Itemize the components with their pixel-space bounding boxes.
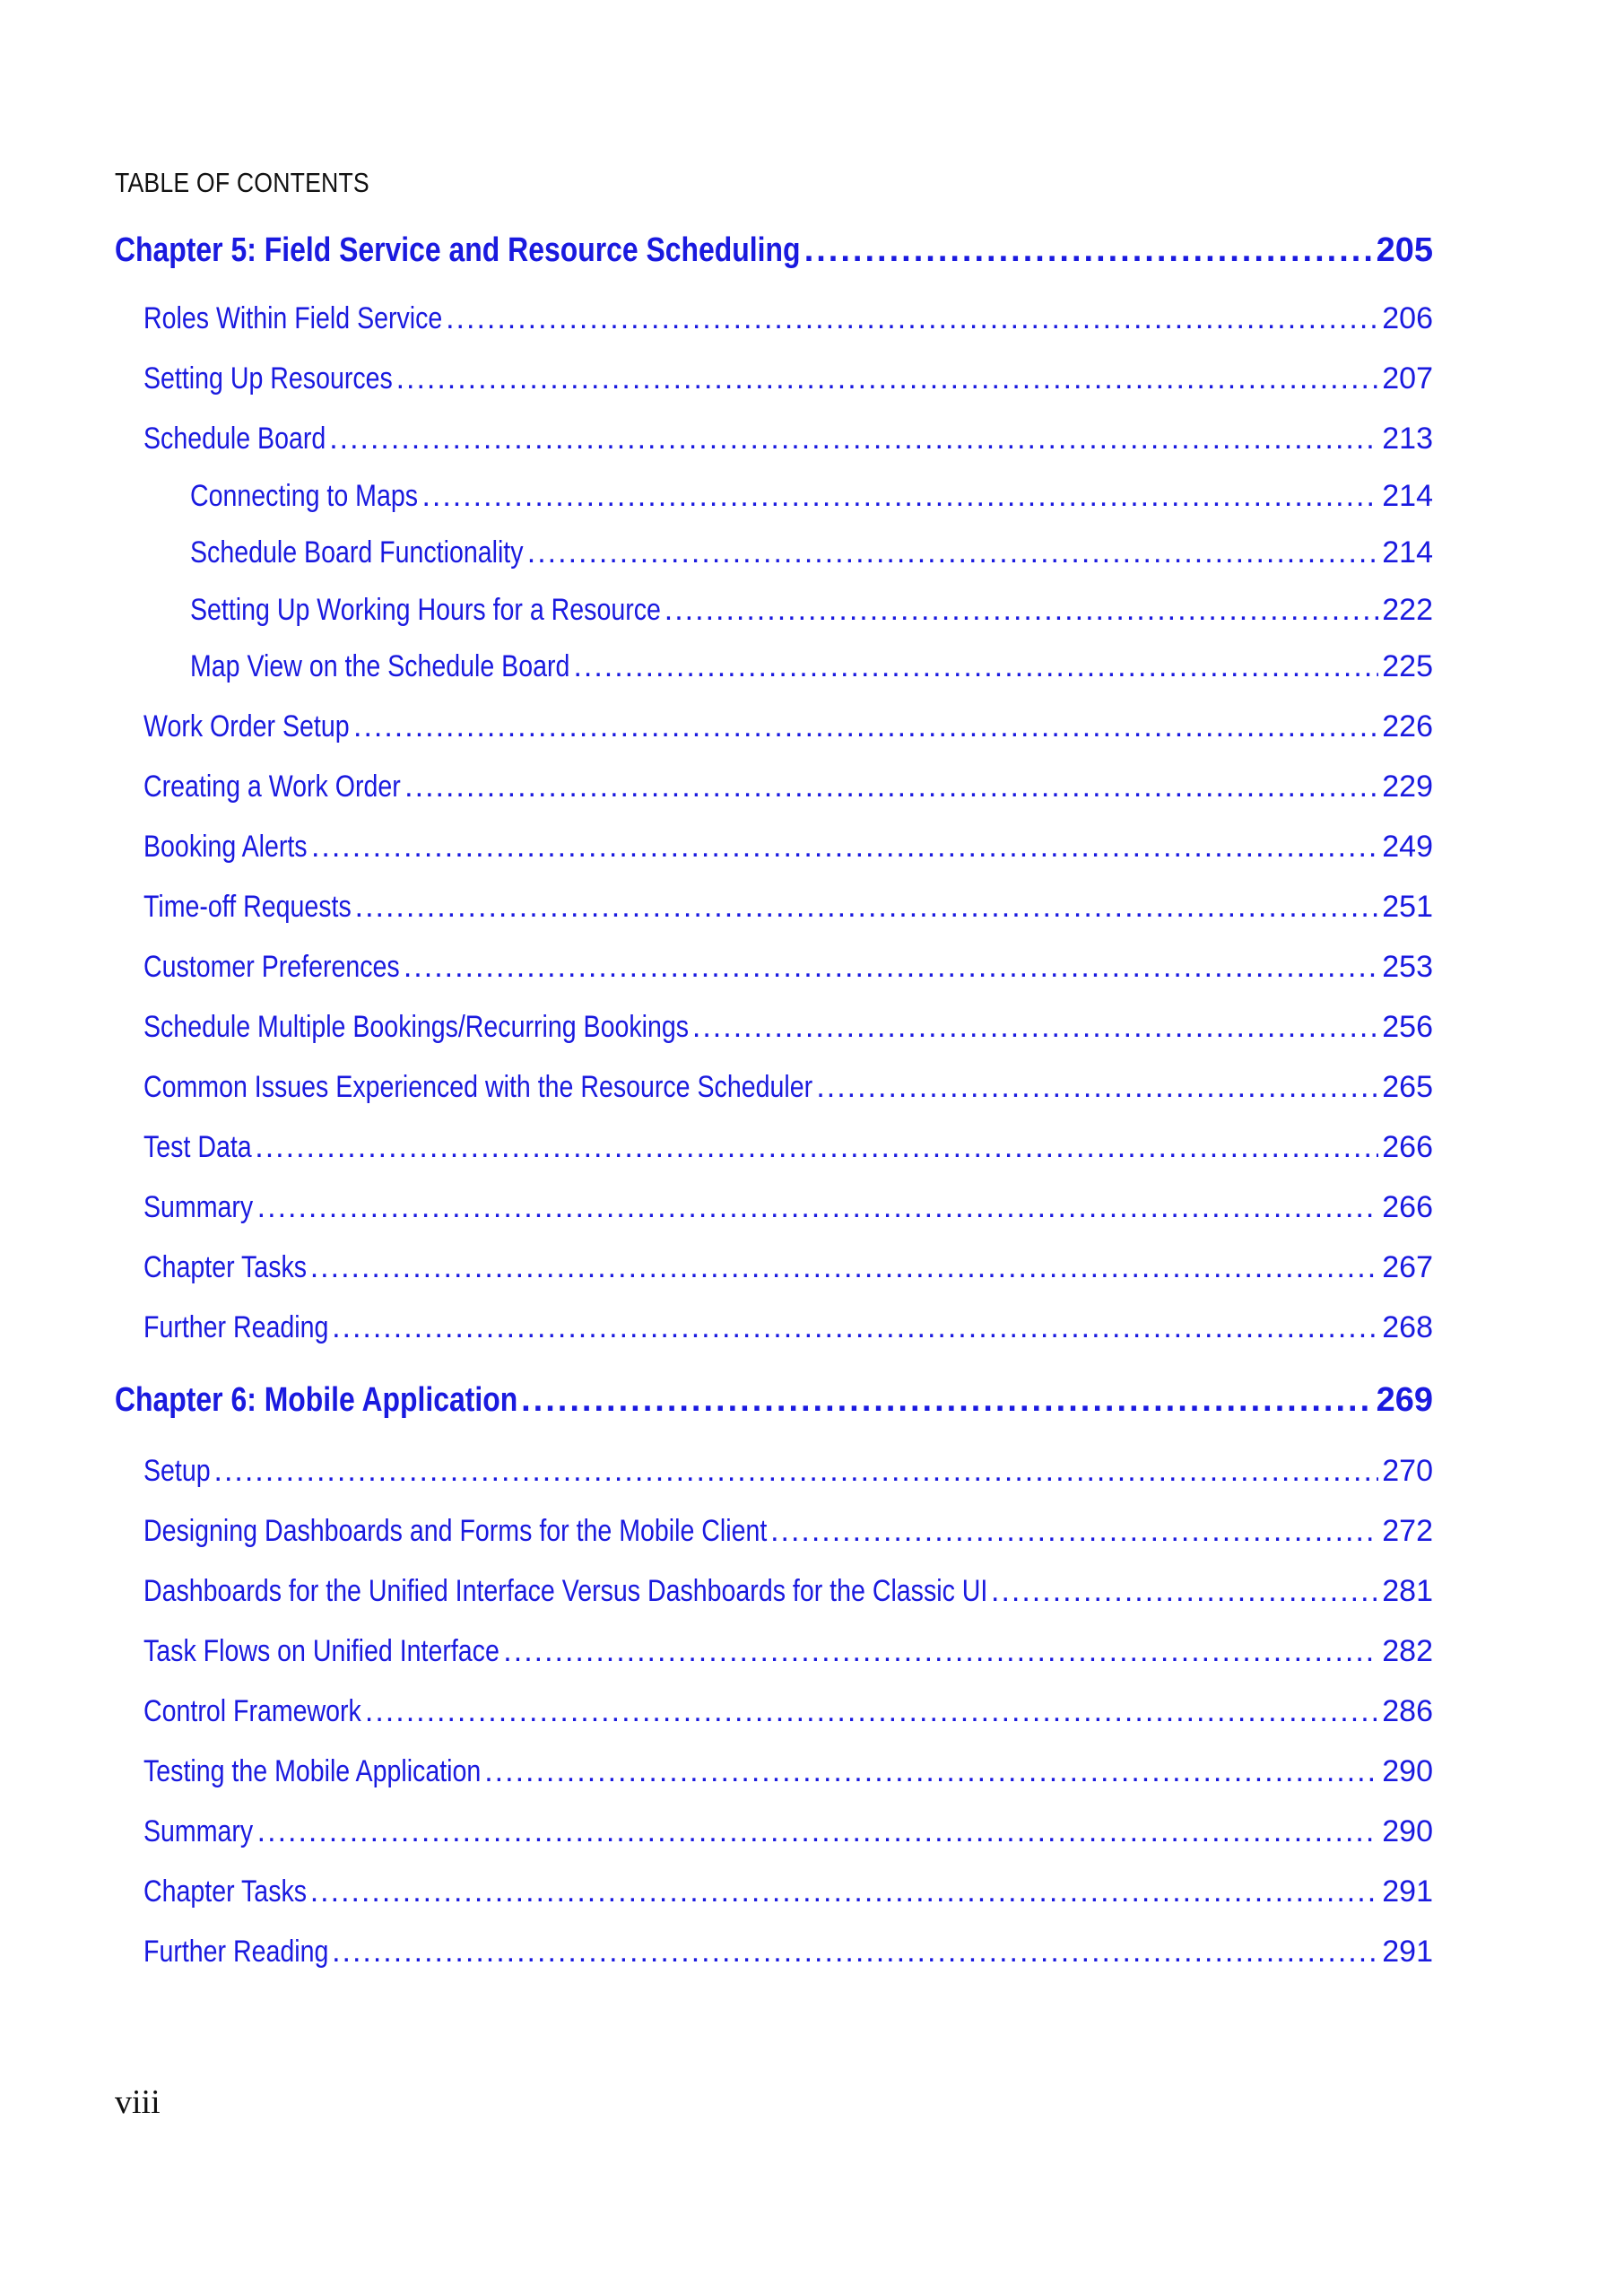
toc-page-number: 268 <box>1382 1310 1433 1344</box>
dot-leader <box>257 1190 1379 1225</box>
toc-section-entry[interactable] <box>143 950 1433 985</box>
toc-section-entry[interactable] <box>143 422 1433 457</box>
toc-entry-title: Work Order Setup <box>143 709 350 744</box>
toc-page-number: 267 <box>1382 1250 1433 1284</box>
toc-section-entry[interactable] <box>143 1694 1433 1729</box>
toc-section-entry[interactable] <box>143 1310 1433 1345</box>
toc-section-entry[interactable] <box>190 479 1433 514</box>
toc-section-entry[interactable] <box>143 1010 1433 1045</box>
toc-section-entry[interactable] <box>143 1070 1433 1105</box>
toc-entry-title: Time-off Requests <box>143 890 352 924</box>
dot-leader <box>527 535 1378 570</box>
toc-entry-title: Schedule Board Functionality <box>190 535 524 570</box>
toc-page-number: 286 <box>1382 1694 1433 1728</box>
dot-leader <box>214 1454 1379 1489</box>
toc-page-number: 272 <box>1382 1514 1433 1548</box>
dot-leader <box>353 709 1378 744</box>
dot-leader <box>396 361 1379 396</box>
toc-entry-title: Further Reading <box>143 1935 329 1969</box>
dot-leader <box>310 1250 1379 1285</box>
running-head: TABLE OF CONTENTS <box>115 167 369 198</box>
toc-section-entry[interactable] <box>190 649 1433 684</box>
toc-section-entry[interactable] <box>143 1130 1433 1165</box>
dot-leader <box>255 1130 1378 1165</box>
dot-leader <box>665 593 1378 628</box>
dot-leader <box>446 301 1378 336</box>
dot-leader <box>329 422 1378 457</box>
dot-leader <box>804 231 1373 270</box>
toc-entry-title: Setting Up Working Hours for a Resource <box>190 593 661 627</box>
dot-leader <box>573 649 1378 684</box>
toc-page-number: 207 <box>1382 361 1433 396</box>
page-folio: viii <box>115 2083 161 2121</box>
toc-page-number: 205 <box>1376 231 1433 269</box>
dot-leader <box>770 1514 1378 1549</box>
dot-leader <box>484 1754 1378 1789</box>
toc-page-number: 256 <box>1382 1010 1433 1044</box>
toc-entry-title: Dashboards for the Unified Interface Versus Dashboards for the Classic UI <box>143 1574 988 1608</box>
toc-section-entry[interactable] <box>143 709 1433 744</box>
toc-page-number: 269 <box>1376 1381 1433 1419</box>
toc-page-number: 290 <box>1382 1754 1433 1788</box>
toc-section-entry[interactable] <box>143 1514 1433 1549</box>
toc-entry-title: Setup <box>143 1454 211 1488</box>
toc-section-entry[interactable] <box>143 890 1433 925</box>
toc-section-entry[interactable] <box>143 1250 1433 1285</box>
toc-entry-title: Schedule Board <box>143 422 326 456</box>
dot-leader <box>692 1010 1378 1045</box>
toc-entry-title: Control Framework <box>143 1694 361 1728</box>
toc-page-number: 249 <box>1382 830 1433 864</box>
toc-page-number: 253 <box>1382 950 1433 984</box>
toc-page-number: 214 <box>1382 479 1433 513</box>
toc-entry-title: Connecting to Maps <box>190 479 419 513</box>
toc-page-number: 266 <box>1382 1190 1433 1224</box>
toc-section-entry[interactable] <box>143 1454 1433 1489</box>
toc-page-number: 229 <box>1382 770 1433 804</box>
dot-leader <box>404 950 1378 985</box>
toc-section-entry[interactable] <box>143 1574 1433 1609</box>
toc-entry-title: Schedule Multiple Bookings/Recurring Bookings <box>143 1010 690 1044</box>
toc-entry-title: Common Issues Experienced with the Resource Scheduler <box>143 1070 813 1104</box>
toc-entry-title: Map View on the Schedule Board <box>190 649 570 683</box>
toc-entry-title: Customer Preferences <box>143 950 400 984</box>
toc-section-entry[interactable] <box>190 535 1433 570</box>
toc-section-entry[interactable] <box>143 1754 1433 1789</box>
toc-section-entry[interactable] <box>143 1190 1433 1225</box>
toc-page-number: 281 <box>1382 1574 1433 1608</box>
toc-entry-title: Task Flows on Unified Interface <box>143 1634 499 1668</box>
toc-entry-title: Chapter Tasks <box>143 1250 308 1284</box>
dot-leader <box>503 1634 1378 1669</box>
toc-section-entry[interactable] <box>143 1874 1433 1909</box>
toc-section-entry[interactable] <box>143 770 1433 804</box>
toc-section-entry[interactable] <box>143 1935 1433 1970</box>
toc-page-number: 214 <box>1382 535 1433 570</box>
toc-entry-title: Booking Alerts <box>143 830 308 864</box>
toc-entry-title: Further Reading <box>143 1310 329 1344</box>
toc-entry-title: Summary <box>143 1190 254 1224</box>
toc-entry-title: Testing the Mobile Application <box>143 1754 482 1788</box>
toc-page-number: 291 <box>1382 1935 1433 1969</box>
toc-page-number: 291 <box>1382 1874 1433 1909</box>
dot-leader <box>332 1310 1378 1345</box>
toc-section-entry[interactable] <box>190 593 1433 628</box>
toc-entry-title: Chapter 6: Mobile Application <box>115 1381 518 1419</box>
toc-chapter-entry[interactable] <box>115 231 1433 270</box>
dot-leader <box>816 1070 1378 1105</box>
dot-leader <box>521 1381 1372 1420</box>
dot-leader <box>257 1814 1379 1849</box>
toc-page-number: 225 <box>1382 649 1433 683</box>
toc-section-entry[interactable] <box>143 830 1433 865</box>
toc-entry-title: Roles Within Field Service <box>143 301 443 335</box>
toc-page-number: 206 <box>1382 301 1433 335</box>
toc-entry-title: Creating a Work Order <box>143 770 401 804</box>
dot-leader <box>365 1694 1378 1729</box>
toc-page-number: 266 <box>1382 1130 1433 1164</box>
toc-page-number: 226 <box>1382 709 1433 744</box>
toc-page-number: 270 <box>1382 1454 1433 1488</box>
dot-leader <box>404 770 1378 804</box>
toc-page-number: 282 <box>1382 1634 1433 1668</box>
toc-page-number: 222 <box>1382 593 1433 627</box>
toc-section-entry[interactable] <box>143 361 1433 396</box>
dot-leader <box>421 479 1378 514</box>
toc-section-entry[interactable] <box>143 1814 1433 1849</box>
toc-entry-title: Setting Up Resources <box>143 361 393 396</box>
dot-leader <box>991 1574 1378 1609</box>
dot-leader <box>311 830 1378 865</box>
toc-section-entry[interactable] <box>143 301 1433 336</box>
toc-page-number: 251 <box>1382 890 1433 924</box>
toc-chapter-entry[interactable] <box>115 1381 1433 1420</box>
toc-entry-title: Summary <box>143 1814 254 1848</box>
toc-section-entry[interactable] <box>143 1634 1433 1669</box>
toc-entry-title: Designing Dashboards and Forms for the Mobile Client <box>143 1514 768 1548</box>
toc-page-number: 265 <box>1382 1070 1433 1104</box>
toc-entry-title: Test Data <box>143 1130 252 1164</box>
toc-entry-title: Chapter Tasks <box>143 1874 308 1909</box>
dot-leader <box>332 1935 1378 1970</box>
dot-leader <box>355 890 1379 925</box>
dot-leader <box>310 1874 1379 1909</box>
toc-page-number: 290 <box>1382 1814 1433 1848</box>
toc-entry-title: Chapter 5: Field Service and Resource Scheduling <box>115 231 801 269</box>
toc-page-number: 213 <box>1382 422 1433 456</box>
